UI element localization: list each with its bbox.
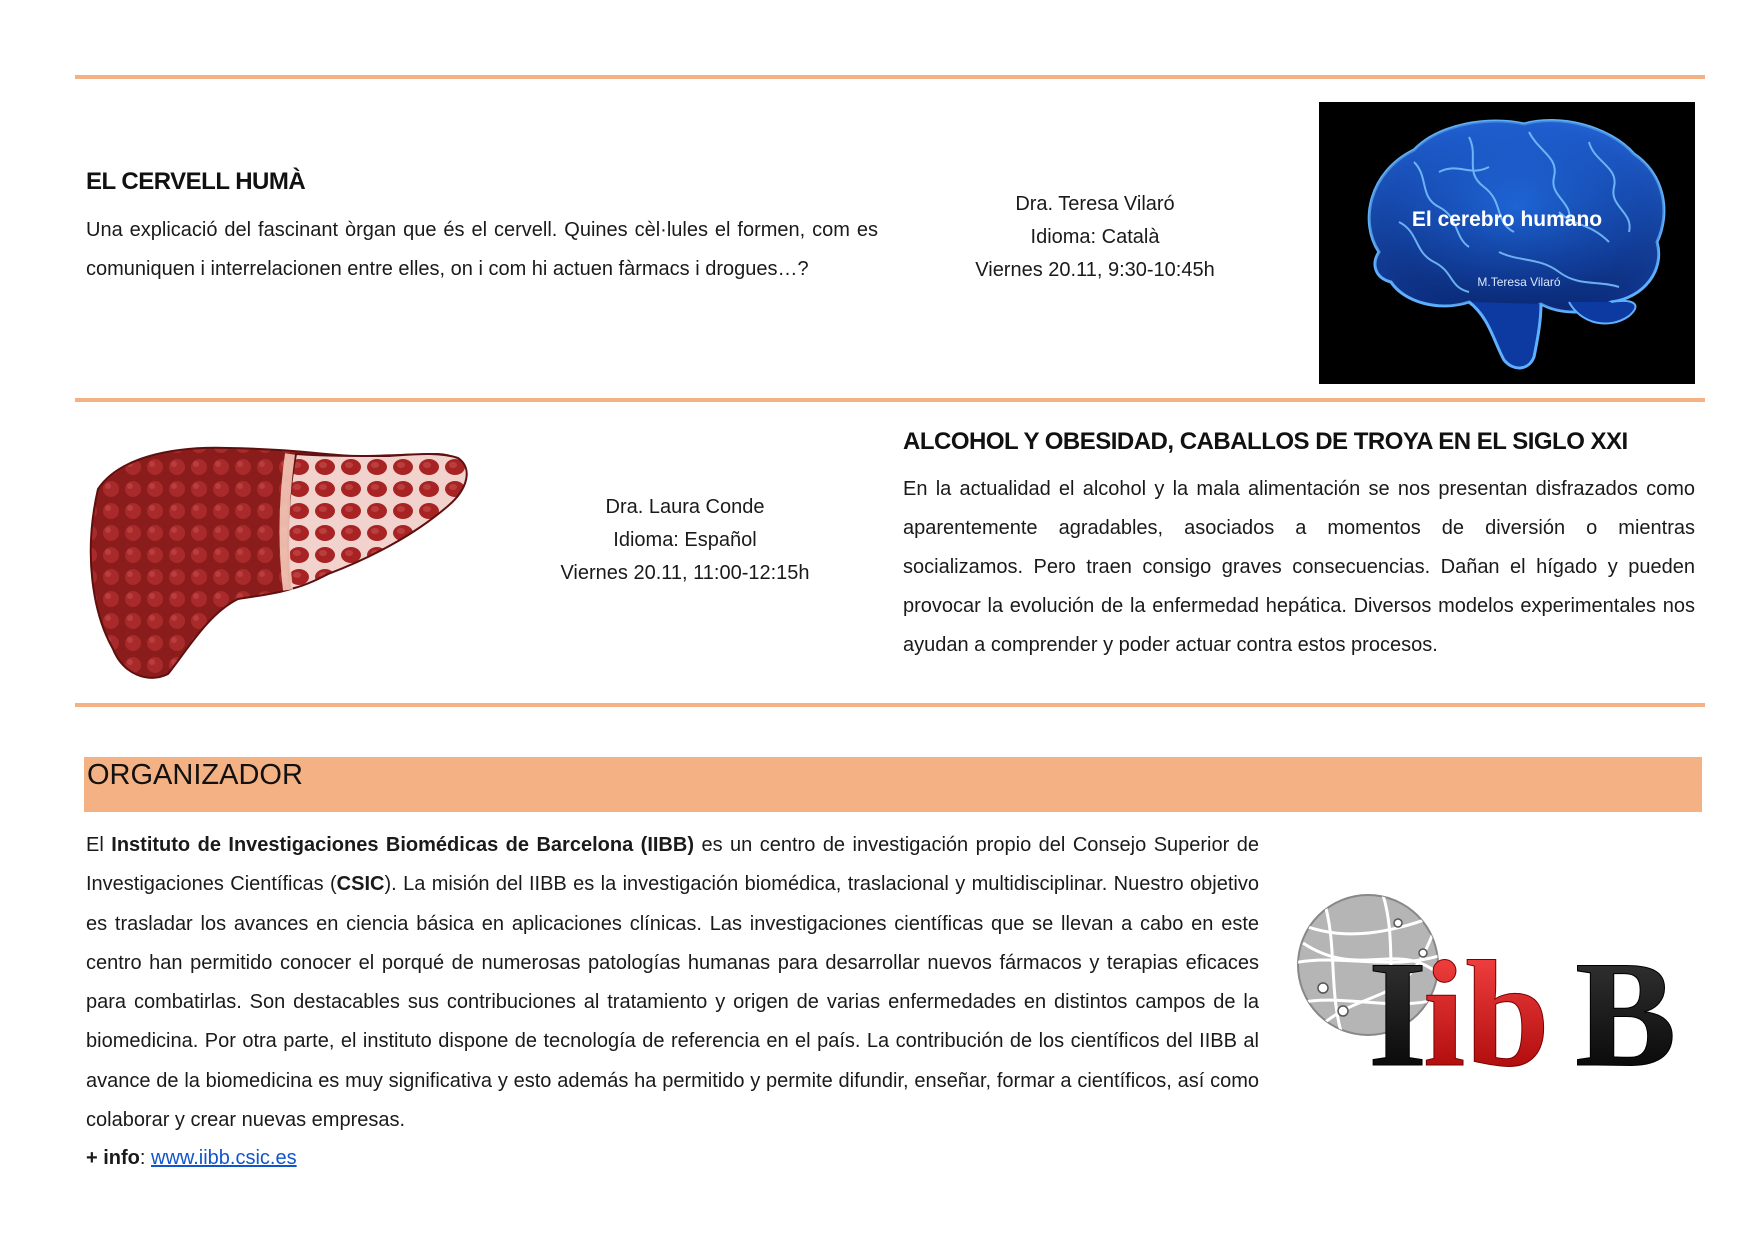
talk-2-schedule: Viernes 20.11, 11:00-12:15h [560,562,810,584]
divider-middle [75,398,1705,402]
brain-author: M.Teresa Vilaró [1477,275,1561,289]
liver-illustration-icon [78,434,475,684]
organizer-header [84,757,1702,812]
csic-name: CSIC [336,873,385,896]
more-info-label: + info [86,1147,140,1169]
organizer-text-el: El [86,834,112,856]
organizer-text-2: ). La misión del IIBB es la investigación biomédica, traslacional y multidisciplinar. Nuestro objetivo es trasladar los avances en ciencia básica en aplicaciones clínicas. Las investigaciones científicas que se llevan a cabo en este centro han permitido conocer el porqué de numerosas patologías humanas para desarrollar nuevos fármacos y terapias eficaces para combatirlas. Son destacables sus contribuciones al tratamiento y origen de varias enfermedades en distintos campos de la biomedicina. Por otra parte, el instituto dispone de tecnología de referencia en el país. La contribución de los científicos del IIBB al avance de la biomedicina es muy significativa y esto además ha permitido y permite difundir, enseñar, formar a científicos, así como colaborar y crear nuevas empresas. [86,873,1259,1132]
talk-2-title: ALCOHOL Y OBESIDAD, CABALLOS DE TROYA EN EL SIGLO XXI [903,428,1628,455]
organizer-text-1: es un centro de investigación propio del Consejo Superior de Investigaciones Científicas ( [86,834,1260,896]
talk-1-description: Una explicació del fascinant òrgan que és el cervell. Quines cèl·lules el formen, com es comuniquen i interrelacionen entre elles, on i com hi actuen fàrmacs i drogues…? [86,219,878,280]
iibb-logo-icon [1283,893,1693,1083]
logo-letter-2: ib [1423,930,1550,1083]
iibb-logo [1283,893,1693,1083]
more-info [86,1143,297,1173]
brain-caption: El cerebro humano [1411,208,1603,231]
divider-bottom [75,703,1705,707]
iibb-name: Instituto de Investigaciones Biomédicas de Barcelona (IIBB) [111,834,694,856]
talk-2-language: Idioma: Español [613,529,757,551]
brain-image [1319,102,1695,384]
talk-1-speaker: Dra. Teresa Vilaró [1015,193,1175,215]
talk-1-language: Idioma: Català [1030,226,1160,248]
talk-2-description: En la actualidad el alcohol y la mala alimentación se nos presentan disfrazados como aparentemente agradables, asociados a momentos de diversión o mientras socializamos. Pero traen consigo graves consecuencias. Dañan el hígado y pueden provocar la evolución de la enfermedad hepática. Diversos modelos experimentales nos ayudan a comprender y poder actuar contra estos procesos. [903,478,1695,656]
talk-1-schedule: Viernes 20.11, 9:30-10:45h [975,259,1215,281]
iibb-website-link[interactable]: www.iibb.csic.es [151,1147,297,1169]
logo-letter-1: I [1368,930,1428,1083]
talk-2-speaker: Dra. Laura Conde [605,496,765,518]
talk-1-title: EL CERVELL HUMÀ [86,168,306,195]
talk-2-meta [515,491,855,590]
organizer-heading: ORGANIZADOR [87,759,303,791]
divider-top [75,75,1705,79]
brain-icon [1319,102,1695,384]
liver-image [78,434,475,684]
talk-1-meta [940,188,1250,287]
logo-letter-3: B [1575,930,1677,1083]
more-info-separator: : [139,1147,152,1169]
organizer-description [86,826,1259,1140]
